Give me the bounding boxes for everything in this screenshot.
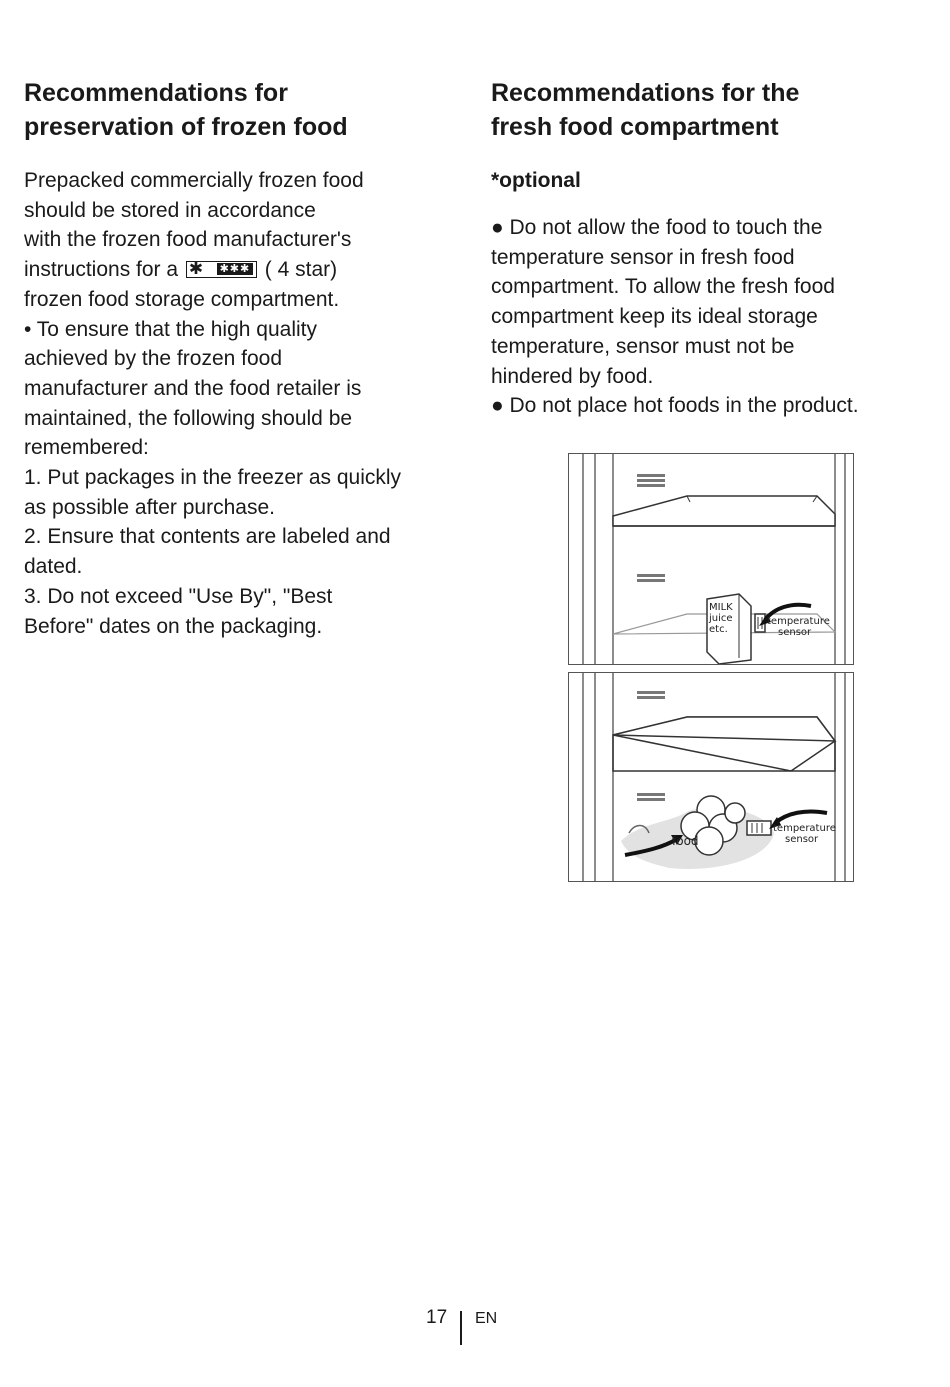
fresh-text-line: hindered by food.: [491, 364, 654, 388]
fridge-carton-illustration: [568, 453, 854, 665]
sensor-label-line-1: temperature: [773, 823, 836, 834]
frozen-text-line: 2. Ensure that contents are labeled and: [24, 525, 391, 549]
four-star-label: ( 4 star): [264, 258, 338, 282]
frozen-text-line: frozen food storage compartment.: [24, 287, 340, 311]
frozen-text-line: 1. Put packages in the freezer as quickly: [24, 466, 402, 490]
optional-note: *optional: [491, 169, 581, 192]
frozen-text-line: Prepacked commercially frozen food: [24, 169, 364, 192]
language-code: EN: [475, 1310, 498, 1327]
sensor-label-line-1: temperature: [767, 616, 830, 627]
fresh-text-line: compartment. To allow the fresh food: [491, 275, 835, 299]
sensor-label-line-2: sensor: [785, 834, 819, 845]
frozen-text-line-star: [24, 255, 444, 285]
frozen-text-line: Before" dates on the packaging.: [24, 614, 323, 638]
food-label: food: [672, 834, 699, 848]
frozen-text-line: maintained, the following should be: [24, 406, 353, 430]
frozen-food-heading: [24, 76, 444, 144]
fresh-heading-line-1: Recommendations for the: [491, 79, 800, 107]
carton-label-etc: etc.: [709, 624, 728, 635]
frozen-text-line: with the frozen food manufacturer's: [24, 228, 352, 252]
footer-divider: [460, 1311, 462, 1345]
fridge-food-illustration: [568, 672, 854, 882]
frozen-text-line: dated.: [24, 555, 83, 579]
fridge-food-drawing: [569, 673, 853, 881]
carton-label-milk: MILK: [709, 602, 733, 613]
frozen-text-line: • To ensure that the high quality: [24, 317, 317, 341]
fresh-text-line: temperature sensor in fresh food: [491, 245, 795, 269]
fresh-text-line: ● Do not place hot foods in the product.: [491, 394, 859, 418]
carton-label-juice: juice: [709, 613, 733, 624]
frozen-text-line: 3. Do not exceed "Use By", "Best: [24, 584, 333, 608]
frozen-text-line: manufacturer and the food retailer is: [24, 376, 362, 400]
fresh-food-section: [491, 76, 911, 421]
page-number: 17: [426, 1307, 448, 1328]
frozen-text-line: remembered:: [24, 436, 149, 460]
fresh-food-heading: [491, 76, 911, 144]
frozen-text-line: achieved by the frozen food: [24, 347, 283, 371]
fresh-text-line: ● Do not allow the food to touch the: [491, 216, 823, 239]
frozen-text-line: as possible after purchase.: [24, 495, 275, 519]
page-footer: [0, 1307, 950, 1347]
frozen-text-line: should be stored in accordance: [24, 198, 316, 222]
frozen-text-line: instructions for a: [24, 258, 179, 282]
sensor-label-line-2: sensor: [778, 627, 812, 638]
three-star-glyph: ✱✱✱: [217, 263, 253, 275]
four-star-freezer-icon: [186, 261, 257, 278]
freezer-star-glyph: ✱: [188, 259, 204, 279]
frozen-heading-line-2: preservation of frozen food: [24, 113, 348, 141]
frozen-heading-line-1: Recommendations for: [24, 79, 288, 107]
fresh-heading-line-2: fresh food compartment: [491, 113, 779, 141]
fresh-text-line: temperature, sensor must not be: [491, 334, 795, 358]
frozen-food-section: [24, 76, 444, 641]
fresh-text-line: compartment keep its ideal storage: [491, 305, 818, 329]
